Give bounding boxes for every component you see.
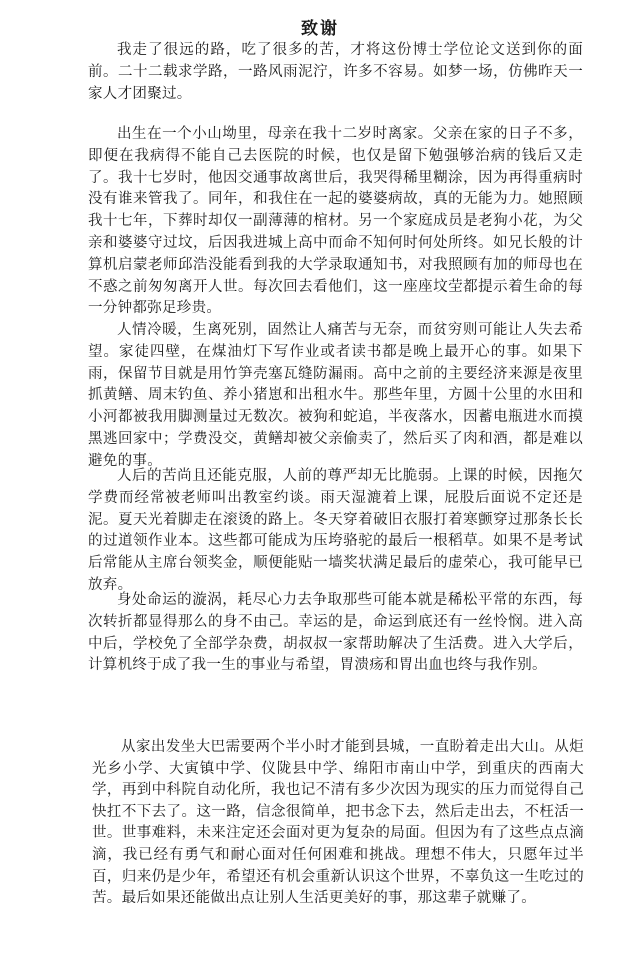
paragraph-1: 我走了很远的路，吃了很多的苦，才将这份博士学位论文送到你的面前。二十二载求学路，一路风雨泥泞，许多不容易。如梦一场，仿佛昨天一家人才团聚过。 [88,42,583,102]
paragraph-5: 身处命运的漩涡，耗尽心力去争取那些可能本就是稀松平常的东西，每次转折都显得那么的身不由己。幸运的是，命运到底还有一丝怜悯。进入高中后，学校免了全部学杂费，胡叔叔一家帮助解决了生活费。进入大学后，计算机终于成了我一生的事业与希望，胃溃疡和胃出血也终与我作别。 [88,592,583,674]
paragraph-3: 人情冷暖，生离死别，固然让人痛苦与无奈，而贫穷则可能让人失去希望。家徒四壁，在煤油灯下写作业或者读书都是晚上最开心的事。如果下雨，保留节目就是用竹笋壳塞瓦缝防漏雨。高中之前的主要经济来源是夜里抓黄鳝、周末钓鱼、养小猪崽和出租水牛。那些年里，方圆十公里的水田和小河都被我用脚测量过无数次。被狗和蛇追，半夜落水，因蓄电瓶进水而摸黑逃回家中；学费没交，黄鳝却被父亲偷卖了，然后买了肉和酒，都是难以避免的事。 [88,322,583,469]
document-title: 致谢 [301,19,339,39]
paragraph-6: 从家出发坐大巴需要两个半小时才能到县城，一直盼着走出大山。从炬光乡小学、大寅镇中学、仪陇县中学、绵阳市南山中学，到重庆的西南大学，再到中科院自动化所，我也记不清有多少次因为现实的压力而觉得自己快扛不下去了。这一路，信念很简单，把书念下去，然后走出去，不枉活一世。世事难料，未来注定还会面对更为复杂的局面。但因为有了这些点点滴滴，我已经有勇气和耐心面对任何困难和挑战。理想不伟大，只愿年过半百，归来仍是少年，希望还有机会重新认识这个世界，不辜负这一生吃过的苦。最后如果还能做出点让别人生活更美好的事，那这辈子就赚了。 [92,739,584,907]
paragraph-4: 人后的苦尚且还能克服，人前的尊严却无比脆弱。上课的时候，因拖欠学费而经常被老师叫出教室约谈。雨天湿漉着上课，屁股后面说不定还是泥。夏天光着脚走在滚烫的路上。冬天穿着破旧衣服打着寒颤穿过那条长长的过道领作业本。这些都可能成为压垮骆驼的最后一根稻草。如果不是考试后常能从主席台领奖金，顺便能贴一墙奖状满足最后的虚荣心，我可能早已放弃。 [88,468,583,593]
paragraph-2: 出生在一个小山坳里，母亲在我十二岁时离家。父亲在家的日子不多，即便在我病得不能自己去医院的时候，也仅是留下勉强够治病的钱后又走了。我十七岁时，他因交通事故离世后，我哭得稀里糊涂，因为再得重病时没有谁来管我了。同年，和我住在一起的婆婆病故，真的无能为力。她照顾我十七年，下葬时却仅一副薄薄的棺材。另一个家庭成员是老狗小花，为父亲和婆婆守过坟，后因我进城上高中而命不知何时何处所终。如兄长般的计算机启蒙老师邱浩没能看到我的大学录取通知书，对我照顾有加的师母也在不惑之前匆匆离开人世。每次回去看他们，这一座座坟茔都提示着生命的每一分钟都弥足珍贵。 [88,126,583,317]
